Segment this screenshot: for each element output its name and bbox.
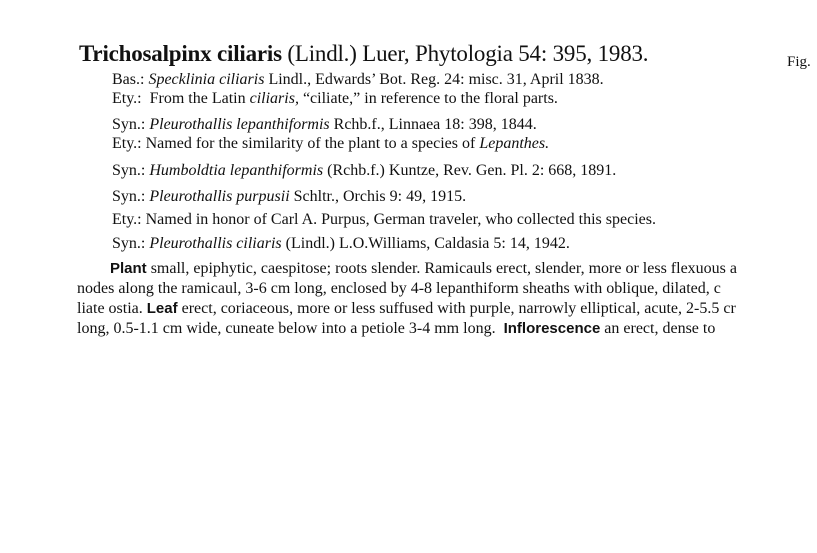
entry-taxon-name: Pleurothallis purpusii	[149, 188, 290, 205]
etymology-line	[112, 90, 558, 108]
synonym-line	[112, 162, 616, 180]
entry-citation: (Rchb.f.) Kuntze, Rev. Gen. Pl. 2: 668, 1891.	[327, 162, 617, 179]
entry-label: Syn.:	[112, 116, 146, 133]
taxon-name: Trichosalpinx ciliaris	[79, 41, 282, 66]
entry-citation: Schltr., Orchis 9: 49, 1915.	[293, 188, 467, 205]
etymology-italic: Lepanthes.	[479, 135, 550, 152]
figure-label: Fig.	[787, 54, 811, 70]
plant-label: Plant	[110, 260, 147, 277]
etymology-text-before: From the Latin	[149, 90, 246, 107]
entry-citation: (Lindl.) L.O.Williams, Caldasia 5: 14, 1942.	[285, 235, 570, 252]
etymology-text-after: “ciliate,” in reference to the floral parts.	[302, 90, 558, 107]
entry-taxon-name: Specklinia ciliaris	[148, 71, 265, 88]
entry-label: Ety.:	[112, 135, 142, 152]
entry-taxon-name: Pleurothallis ciliaris	[149, 235, 282, 252]
entry-citation: Lindl., Edwards’ Bot. Reg. 24: misc. 31, April 1838.	[268, 71, 604, 88]
synonym-line	[112, 188, 466, 206]
description-line-2: nodes along the ramicaul, 3-6 cm long, enclosed by 4-8 lepanthiform sheaths with oblique, dilated, c	[77, 280, 721, 297]
inflorescence-label: Inflorescence	[503, 320, 601, 337]
entry-label: Bas.:	[112, 71, 145, 88]
entry-label: Ety.:	[112, 211, 142, 228]
leaf-label: Leaf	[146, 300, 178, 317]
basionym-line	[112, 71, 604, 89]
description-paragraph	[77, 259, 817, 339]
entry-label: Ety.:	[112, 90, 142, 107]
taxon-title	[79, 41, 648, 67]
taxon-authority-citation: (Lindl.) Luer, Phytologia 54: 395, 1983.	[287, 41, 649, 66]
etymology-italic: ciliaris,	[249, 90, 299, 107]
etymology-line	[112, 135, 549, 153]
synonym-line	[112, 116, 537, 134]
entry-taxon-name: Humboldtia lepanthiformis	[149, 162, 324, 179]
etymology-line	[112, 211, 656, 229]
entry-taxon-name: Pleurothallis lepanthiformis	[149, 116, 330, 133]
description-line-1: Plant small, epiphytic, caespitose; roots slender. Ramicauls erect, slender, more or less flexuous a	[110, 260, 737, 277]
etymology-text: Named in honor of Carl A. Purpus, German traveler, who collected this species.	[145, 211, 656, 228]
etymology-text-before: Named for the similarity of the plant to a species of	[145, 135, 476, 152]
description-line-4: long, 0.5-1.1 cm wide, cuneate below into a petiole 3-4 mm long. Inflorescence an erect, dense to	[77, 320, 716, 337]
entry-label: Syn.:	[112, 162, 146, 179]
entry-label: Syn.:	[112, 235, 146, 252]
entry-label: Syn.:	[112, 188, 146, 205]
entry-citation: Rchb.f., Linnaea 18: 398, 1844.	[333, 116, 537, 133]
description-line-3: liate ostia. Leaf erect, coriaceous, more or less suffused with purple, narrowly elliptical, acute, 2-5.5 cr	[77, 300, 736, 317]
synonym-line	[112, 235, 570, 253]
